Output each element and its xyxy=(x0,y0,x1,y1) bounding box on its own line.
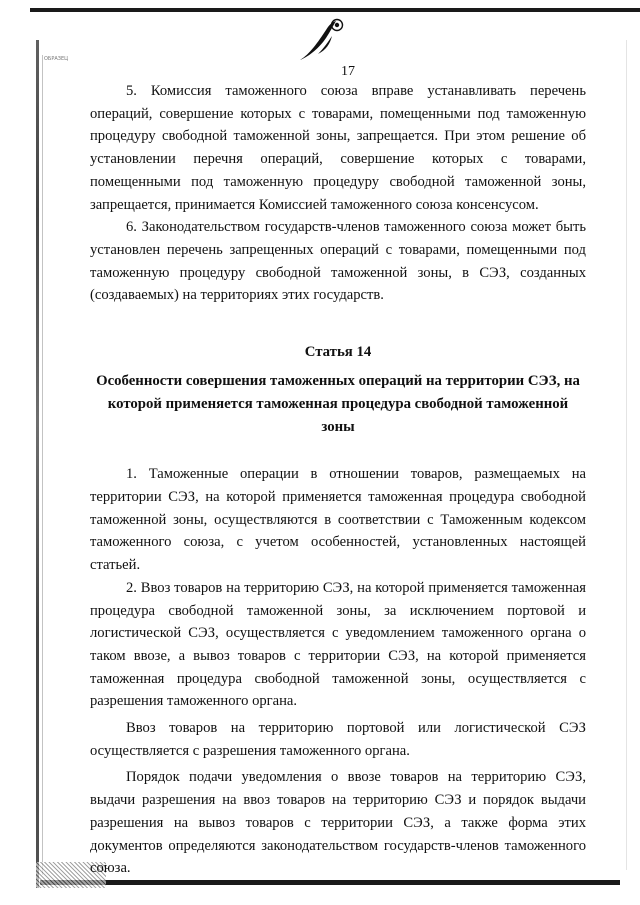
scan-bottom-border xyxy=(40,880,620,885)
article-title: Статья 14 xyxy=(304,344,372,361)
paragraph-6: 6. Законодательством государств-членов таможенного союза может быть установлен перечень запрещенных операций с товарами, помещенными под таможенную процедуру свободной таможенной зоны, в СЭЗ, созданных (создаваемых) на территориях этих государств. xyxy=(90,219,586,304)
article-paragraph-import: Ввоз товаров на территорию портовой или логистической СЭЗ осуществляется с разрешения таможенного органа. xyxy=(90,720,586,759)
scan-top-border xyxy=(30,8,640,12)
article-paragraph-procedure: Порядок подачи уведомления о ввозе товаров на территорию СЭЗ, выдачи разрешения на ввоз товаров на территорию СЭЗ и порядок выдачи разрешения на вывоз товаров с территории СЭЗ, а также форма этих документов определяются законодательством государств-членов таможенного союза. xyxy=(90,769,586,877)
scan-left-border xyxy=(36,40,39,888)
corner-stamp: ОБРАЗЕЦ xyxy=(44,56,69,62)
comet-swoosh-logo-icon xyxy=(296,14,344,64)
article-heading: Особенности совершения таможенных операций на территории СЭЗ, на которой применяется таможенная процедура свободной таможенной зоны xyxy=(96,372,580,436)
scan-left-inner-edge xyxy=(42,55,43,875)
page-number: 17 xyxy=(341,64,355,79)
article-paragraph-2: 2. Ввоз товаров на территорию СЭЗ, на которой применяется таможенная процедура свободной таможенной зоны, за исключением портовой и логистической СЭЗ, осуществляется с уведомлением таможенного органа о таком ввозе, а вывоз товаров с территории СЭЗ, на которой применяется таможенная процедура свободной таможенной зоны, осуществляется с разрешения таможенного органа. xyxy=(90,579,586,710)
article-paragraph-1: 1. Таможенные операции в отношении товаров, размещаемых на территории СЭЗ, на которой применяется таможенная процедура свободной таможенной зоны, осуществляются в соответствии с Таможенным кодексом таможенного союза, с учетом особенностей, установленных настоящей статьей. xyxy=(90,466,586,574)
paragraph-5: 5. Комиссия таможенного союза вправе устанавливать перечень операций, совершение которых с товарами, помещенными под таможенную процедуру свободной таможенной зоны, запрещается. При этом решение об установлении перечня операций, совершение которых с товарами, помещенными под таможенную процедуру свободной таможенной зоны, запрещается, принимается Комиссией таможенного союза консенсусом. xyxy=(90,83,586,213)
scan-right-edge xyxy=(626,40,627,870)
document-body xyxy=(90,80,586,880)
